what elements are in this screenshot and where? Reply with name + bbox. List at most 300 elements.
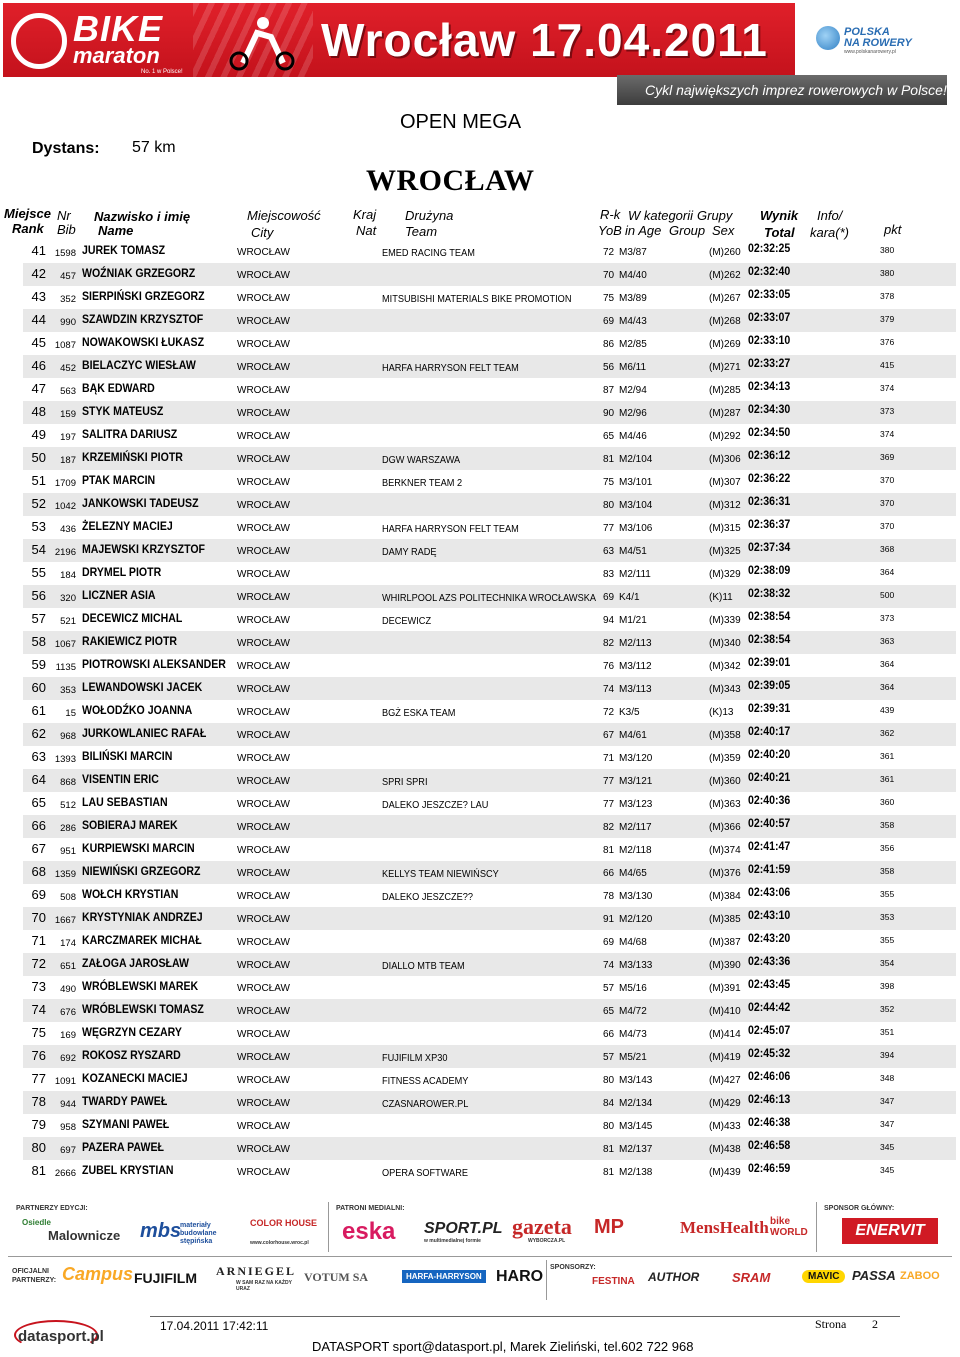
- bib-cell: 968: [60, 731, 76, 742]
- points-cell: 374: [880, 383, 895, 393]
- city-cell: WROCŁAW: [237, 270, 290, 281]
- bib-cell: 169: [60, 1030, 76, 1041]
- rank-cell: 56: [31, 588, 46, 603]
- bib-cell: 563: [60, 386, 76, 397]
- divider: [328, 1202, 329, 1252]
- arniegel-sub: W SAM RAZ NA KAŻDY URAZ: [236, 1280, 292, 1292]
- name-cell: PAZERA PAWEŁ: [82, 1140, 164, 1154]
- group-cell: (M)329: [709, 569, 741, 580]
- age-category-cell: M2/113: [619, 638, 652, 649]
- osiedle-logo-line1: Osiedle: [22, 1218, 51, 1227]
- points-cell: 348: [880, 1073, 895, 1083]
- team-cell: CZASNAROWER.PL: [382, 1099, 469, 1110]
- time-cell: 02:43:20: [748, 931, 791, 945]
- rank-cell: 44: [31, 312, 46, 327]
- sram-logo: SRAM: [732, 1270, 771, 1285]
- group-cell: (M)342: [709, 661, 741, 672]
- campus-logo: Campus: [62, 1264, 134, 1284]
- city-cell: WROCŁAW: [237, 845, 290, 856]
- col-header-nat: Kraj: [353, 207, 377, 222]
- group-cell: (M)306: [709, 454, 741, 465]
- age-category-cell: M2/137: [619, 1144, 653, 1155]
- age-category-cell: M3/120: [619, 753, 653, 764]
- name-cell: VISENTIN ERIC: [82, 772, 159, 786]
- group-cell: (M)439: [709, 1167, 741, 1178]
- city-cell: WROCŁAW: [237, 408, 290, 419]
- city-cell: WROCŁAW: [237, 776, 290, 787]
- col-header-team: Drużyna: [405, 208, 454, 223]
- group-cell: (M)366: [709, 822, 741, 833]
- rank-cell: 68: [31, 864, 46, 879]
- time-cell: 02:32:40: [748, 264, 791, 278]
- age-category-cell: M4/61: [619, 730, 647, 741]
- city-title: WROCŁAW: [366, 164, 535, 197]
- partner-line2: NA ROWERY: [844, 37, 912, 49]
- time-cell: 02:37:34: [748, 540, 791, 554]
- group-cell: (M)414: [709, 1029, 741, 1040]
- name-cell: WOŹNIAK GRZEGORZ: [82, 266, 196, 280]
- group-cell: (M)307: [709, 477, 741, 488]
- name-cell: NIEWIŃSKI GRZEGORZ: [82, 864, 201, 878]
- table-row: [23, 1091, 956, 1114]
- name-cell: LEWANDOWSKI JACEK: [82, 680, 203, 694]
- time-cell: 02:33:07: [748, 310, 791, 324]
- time-cell: 02:40:20: [748, 747, 791, 761]
- gazeta-sub: WYBORCZA.PL: [528, 1238, 566, 1244]
- col-header-nat-en: Nat: [356, 223, 377, 238]
- city-cell: WROCŁAW: [237, 454, 290, 465]
- rank-cell: 59: [31, 657, 46, 672]
- footer-contact: DATASPORT sport@datasport.pl, Marek Zieliński, tel.602 722 968: [312, 1339, 694, 1354]
- group-cell: (M)385: [709, 914, 741, 925]
- group-cell: (M)343: [709, 684, 741, 695]
- table-row: [23, 907, 956, 930]
- points-cell: 364: [880, 682, 895, 692]
- bib-cell: 174: [60, 938, 76, 949]
- yob-cell: 86: [603, 339, 615, 350]
- bib-cell: 1709: [54, 478, 76, 489]
- age-category-cell: M3/101: [619, 477, 653, 488]
- age-category-cell: K3/5: [619, 707, 640, 718]
- age-category-cell: M3/121: [619, 776, 653, 787]
- mavic-logo: MAVIC: [802, 1270, 845, 1283]
- team-cell: WHIRLPOOL AZS POLITECHNIKA WROCŁAWSKA: [382, 593, 597, 604]
- age-category-cell: M3/89: [619, 293, 647, 304]
- group-cell: (M)374: [709, 845, 741, 856]
- time-cell: 02:34:13: [748, 379, 791, 393]
- points-cell: 364: [880, 567, 895, 577]
- rank-cell: 43: [31, 289, 46, 304]
- yob-cell: 81: [603, 845, 615, 856]
- yob-cell: 83: [603, 569, 615, 580]
- yob-cell: 81: [603, 1144, 615, 1155]
- footer-timestamp: 17.04.2011 17:42:11: [160, 1319, 269, 1333]
- age-category-cell: M2/96: [619, 408, 647, 419]
- group-cell: (M)363: [709, 799, 741, 810]
- table-row: [23, 723, 956, 746]
- city-cell: WROCŁAW: [237, 1121, 290, 1132]
- col-header-age: W kategorii: [628, 208, 694, 223]
- city-cell: WROCŁAW: [237, 707, 290, 718]
- table-row: [23, 631, 956, 654]
- sponsors-footer: [8, 1198, 952, 1302]
- rank-cell: 57: [31, 611, 46, 626]
- time-cell: 02:39:01: [748, 655, 791, 669]
- event-city-date: Wrocław 17.04.2011: [321, 14, 768, 66]
- bib-cell: 944: [60, 1099, 76, 1110]
- divider: [8, 1256, 952, 1257]
- city-cell: WROCŁAW: [237, 431, 290, 442]
- rank-cell: 46: [31, 358, 46, 373]
- table-row: [23, 815, 956, 838]
- name-cell: NOWAKOWSKI ŁUKASZ: [82, 335, 205, 349]
- city-cell: WROCŁAW: [237, 914, 290, 925]
- mens-health-logo: MensHealth: [680, 1218, 769, 1237]
- age-category-cell: M4/40: [619, 270, 647, 281]
- table-row: [23, 1045, 956, 1068]
- rank-cell: 51: [31, 473, 46, 488]
- datasport-logo: [14, 1320, 104, 1354]
- yob-cell: 91: [603, 914, 615, 925]
- points-cell: 353: [880, 912, 895, 922]
- age-category-cell: M2/134: [619, 1098, 653, 1109]
- time-cell: 02:43:36: [748, 954, 791, 968]
- name-cell: WOŁODŹKO JOANNA: [82, 703, 193, 717]
- city-cell: WROCŁAW: [237, 339, 290, 350]
- city-cell: WROCŁAW: [237, 684, 290, 695]
- rank-cell: 63: [31, 749, 46, 764]
- time-cell: 02:43:10: [748, 908, 791, 922]
- yob-cell: 75: [603, 293, 615, 304]
- festina-logo: FESTINA: [592, 1276, 635, 1287]
- gazeta-logo: gazeta: [512, 1214, 572, 1239]
- rank-cell: 58: [31, 634, 46, 649]
- city-cell: WROCŁAW: [237, 523, 290, 534]
- category-title: OPEN MEGA: [400, 111, 522, 133]
- table-row: [23, 424, 956, 447]
- divider: [816, 1202, 817, 1252]
- table-row: [23, 539, 956, 562]
- yob-cell: 82: [603, 638, 615, 649]
- yob-cell: 70: [603, 270, 615, 281]
- col-header-team-en: Team: [405, 224, 438, 239]
- col-header-bib: Nr: [57, 208, 71, 223]
- bib-cell: 457: [60, 271, 76, 282]
- group-cell: (M)390: [709, 960, 741, 971]
- polska-na-rowery-logo: [812, 22, 932, 58]
- logo-slogan: No. 1 w Polsce!: [141, 69, 183, 75]
- time-cell: 02:33:10: [748, 333, 791, 347]
- age-category-cell: M3/113: [619, 684, 652, 695]
- time-cell: 02:46:59: [748, 1161, 791, 1175]
- group-cell: (M)269: [709, 339, 741, 350]
- time-cell: 02:34:30: [748, 402, 791, 416]
- rank-cell: 79: [31, 1117, 46, 1132]
- label-sponsors: SPONSORZY:: [550, 1264, 596, 1271]
- age-category-cell: M3/87: [619, 247, 647, 258]
- points-cell: 380: [880, 268, 895, 278]
- name-cell: JURKOWLANIEC RAFAŁ: [82, 726, 207, 740]
- points-cell: 376: [880, 337, 895, 347]
- yob-cell: 69: [603, 937, 615, 948]
- age-category-cell: M3/112: [619, 661, 652, 672]
- team-cell: DALEKO JESZCZE? LAU: [382, 800, 489, 811]
- city-cell: WROCŁAW: [237, 1029, 290, 1040]
- city-cell: WROCŁAW: [237, 615, 290, 626]
- age-category-cell: M2/118: [619, 845, 652, 856]
- rank-cell: 54: [31, 542, 46, 557]
- name-cell: KRYSTYNIAK ANDRZEJ: [82, 910, 203, 924]
- haro-logo: HARO: [496, 1268, 544, 1285]
- col-header-group-en: Group: [669, 223, 706, 238]
- city-cell: WROCŁAW: [237, 1098, 290, 1109]
- col-header-info: Info/: [817, 208, 843, 223]
- yob-cell: 80: [603, 1075, 615, 1086]
- time-cell: 02:40:36: [748, 793, 791, 807]
- table-row: [23, 769, 956, 792]
- rank-cell: 72: [31, 956, 46, 971]
- team-cell: FITNESS ACADEMY: [382, 1076, 469, 1087]
- points-cell: 380: [880, 245, 895, 255]
- age-category-cell: M2/138: [619, 1167, 653, 1178]
- group-cell: (M)358: [709, 730, 741, 741]
- team-cell: BGŻ ESKA TEAM: [382, 708, 456, 719]
- points-cell: 394: [880, 1050, 895, 1060]
- group-cell: (M)285: [709, 385, 741, 396]
- col-header-total: Wynik: [760, 208, 799, 223]
- table-row: [23, 700, 956, 723]
- logo-maraton-word: maraton: [73, 43, 160, 68]
- name-cell: ZAŁOGA JAROSŁAW: [82, 956, 189, 970]
- bib-cell: 1598: [54, 248, 76, 259]
- time-cell: 02:46:13: [748, 1092, 791, 1106]
- cyclist-icon: [11, 13, 67, 69]
- points-cell: 363: [880, 636, 895, 646]
- rank-cell: 64: [31, 772, 46, 787]
- time-cell: 02:36:31: [748, 494, 791, 508]
- points-cell: 347: [880, 1119, 895, 1129]
- city-cell: WROCŁAW: [237, 661, 290, 672]
- age-category-cell: M2/104: [619, 454, 653, 465]
- table-row: [23, 286, 956, 309]
- group-cell: (M)271: [709, 362, 741, 373]
- age-category-cell: M1/21: [619, 615, 647, 626]
- time-cell: 02:41:59: [748, 862, 791, 876]
- yob-cell: 78: [603, 891, 615, 902]
- yob-cell: 75: [603, 477, 615, 488]
- table-row: [23, 493, 956, 516]
- rank-cell: 47: [31, 381, 46, 396]
- yob-cell: 69: [603, 592, 615, 603]
- col-header-rank-en: Rank: [12, 221, 44, 236]
- bib-cell: 353: [60, 685, 76, 696]
- city-cell: WROCŁAW: [237, 822, 290, 833]
- age-category-cell: M3/133: [619, 960, 653, 971]
- group-cell: (M)287: [709, 408, 741, 419]
- rank-cell: 78: [31, 1094, 46, 1109]
- author-logo: AUTHOR: [648, 1270, 700, 1284]
- points-cell: 351: [880, 1027, 895, 1037]
- time-cell: 02:33:27: [748, 356, 791, 370]
- age-category-cell: M2/85: [619, 339, 647, 350]
- city-cell: WROCŁAW: [237, 546, 290, 557]
- bib-cell: 951: [60, 846, 76, 857]
- group-cell: (M)292: [709, 431, 741, 442]
- col-header-group: Grupy: [697, 208, 733, 223]
- yob-cell: 77: [603, 776, 615, 787]
- city-cell: WROCŁAW: [237, 293, 290, 304]
- points-cell: 364: [880, 659, 895, 669]
- time-cell: 02:39:31: [748, 701, 791, 715]
- rank-cell: 75: [31, 1025, 46, 1040]
- name-cell: BĄK EDWARD: [82, 381, 155, 395]
- yob-cell: 72: [603, 707, 615, 718]
- team-cell: KELLYS TEAM NIEWIŃSCY: [382, 869, 499, 880]
- team-cell: DIALLO MTB TEAM: [382, 961, 465, 972]
- time-cell: 02:38:09: [748, 563, 791, 577]
- name-cell: LAU SEBASTIAN: [82, 795, 168, 809]
- age-category-cell: M3/106: [619, 523, 653, 534]
- header-banner: [3, 3, 795, 77]
- eska-logo: eska: [342, 1218, 396, 1245]
- points-cell: 415: [880, 360, 895, 370]
- table-row: [23, 1068, 956, 1091]
- group-cell: (M)267: [709, 293, 741, 304]
- points-cell: 347: [880, 1096, 895, 1106]
- team-cell: EMED RACING TEAM: [382, 248, 475, 259]
- points-cell: 345: [880, 1165, 895, 1175]
- rank-cell: 70: [31, 910, 46, 925]
- age-category-cell: M5/16: [619, 983, 647, 994]
- team-cell: DGW WARSZAWA: [382, 455, 461, 466]
- table-row: [23, 1022, 956, 1045]
- bib-cell: 1067: [54, 639, 76, 650]
- yob-cell: 90: [603, 408, 615, 419]
- name-cell: WĘGRZYN CEZARY: [82, 1025, 182, 1039]
- name-cell: LICZNER ASIA: [82, 588, 156, 602]
- time-cell: 02:38:54: [748, 632, 791, 646]
- rank-cell: 52: [31, 496, 46, 511]
- group-cell: (M)419: [709, 1052, 741, 1063]
- group-cell: (M)410: [709, 1006, 741, 1017]
- table-row: [23, 562, 956, 585]
- team-cell: SPRI SPRI: [382, 777, 428, 788]
- divider: [546, 1260, 547, 1300]
- city-cell: WROCŁAW: [237, 569, 290, 580]
- points-cell: 361: [880, 774, 895, 784]
- bib-cell: 521: [60, 616, 76, 627]
- bib-cell: 1135: [55, 662, 76, 673]
- time-cell: 02:44:42: [748, 1000, 791, 1014]
- table-row: [23, 1160, 956, 1183]
- city-cell: WROCŁAW: [237, 983, 290, 994]
- points-cell: 379: [880, 314, 895, 324]
- name-cell: ZUBEL KRYSTIAN: [82, 1163, 174, 1177]
- rank-cell: 66: [31, 818, 46, 833]
- group-cell: (M)429: [709, 1098, 741, 1109]
- yob-cell: 63: [603, 546, 615, 557]
- time-cell: 02:39:05: [748, 678, 791, 692]
- rank-cell: 50: [31, 450, 46, 465]
- arniegel-logo: ARNIEGEL: [216, 1264, 297, 1278]
- age-category-cell: M4/73: [619, 1029, 647, 1040]
- rank-cell: 69: [31, 887, 46, 902]
- bib-cell: 1042: [54, 501, 76, 512]
- votum-logo: VOTUM SA: [304, 1270, 369, 1284]
- city-cell: WROCŁAW: [237, 362, 290, 373]
- rank-cell: 49: [31, 427, 46, 442]
- table-row: [23, 884, 956, 907]
- yob-cell: 77: [603, 523, 615, 534]
- points-cell: 373: [880, 406, 895, 416]
- time-cell: 02:46:38: [748, 1115, 791, 1129]
- bib-cell: 15: [65, 708, 76, 719]
- col-header-info-en: kara(*): [810, 225, 850, 240]
- bib-cell: 2196: [54, 547, 76, 558]
- results-table: [23, 240, 956, 1183]
- yob-cell: 69: [603, 316, 615, 327]
- bike-world-logo: bike WORLD: [770, 1216, 808, 1238]
- rank-cell: 71: [31, 933, 46, 948]
- time-cell: 02:40:21: [748, 770, 791, 784]
- footer-page-number: 2: [872, 1317, 878, 1331]
- points-cell: 368: [880, 544, 895, 554]
- mbs-logo-sub: materiały budowlane stępińska: [180, 1222, 217, 1245]
- group-cell: (M)360: [709, 776, 741, 787]
- color-house-url: www.colorhouse.wroc.pl: [250, 1240, 309, 1246]
- points-cell: 355: [880, 935, 895, 945]
- yob-cell: 87: [603, 385, 615, 396]
- yob-cell: 57: [603, 1052, 615, 1063]
- bib-cell: 197: [60, 432, 76, 443]
- bib-cell: 452: [60, 363, 76, 374]
- table-row: [23, 332, 956, 355]
- points-cell: 378: [880, 291, 895, 301]
- time-cell: 02:36:12: [748, 448, 791, 462]
- age-category-cell: M2/94: [619, 385, 647, 396]
- points-cell: 374: [880, 429, 895, 439]
- rank-cell: 41: [31, 243, 46, 258]
- city-cell: WROCŁAW: [237, 799, 290, 810]
- name-cell: MAJEWSKI KRZYSZTOF: [82, 542, 206, 556]
- name-cell: BIELACZYC WIESŁAW: [82, 358, 196, 372]
- name-cell: KURPIEWSKI MARCIN: [82, 841, 195, 855]
- name-cell: TWARDY PAWEŁ: [82, 1094, 168, 1108]
- logo-bike-word: BIKE: [73, 8, 164, 49]
- group-cell: (M)384: [709, 891, 741, 902]
- points-cell: 370: [880, 498, 895, 508]
- bib-cell: 697: [60, 1145, 76, 1156]
- time-cell: 02:46:58: [748, 1138, 791, 1152]
- sport-pl-logo: SPORT.PL: [424, 1220, 503, 1237]
- city-cell: WROCŁAW: [237, 1167, 290, 1178]
- table-row: [23, 585, 956, 608]
- col-header-name-en: Name: [98, 223, 134, 238]
- mp-logo: MP: [594, 1216, 624, 1238]
- harfa-harryson-logo: HARFA-HARRYSON: [402, 1270, 486, 1283]
- age-category-cell: K4/1: [619, 592, 640, 603]
- table-row: [23, 838, 956, 861]
- table-row: [23, 1137, 956, 1160]
- age-category-cell: M2/111: [619, 569, 651, 580]
- col-header-city: Miejscowość: [247, 208, 321, 223]
- name-cell: KARCZMAREK MICHAŁ: [82, 933, 202, 947]
- rank-cell: 81: [31, 1163, 46, 1178]
- name-cell: WRÓBLEWSKI MAREK: [82, 979, 199, 993]
- time-cell: 02:38:32: [748, 586, 791, 600]
- bib-cell: 1667: [54, 915, 76, 926]
- city-cell: WROCŁAW: [237, 592, 290, 603]
